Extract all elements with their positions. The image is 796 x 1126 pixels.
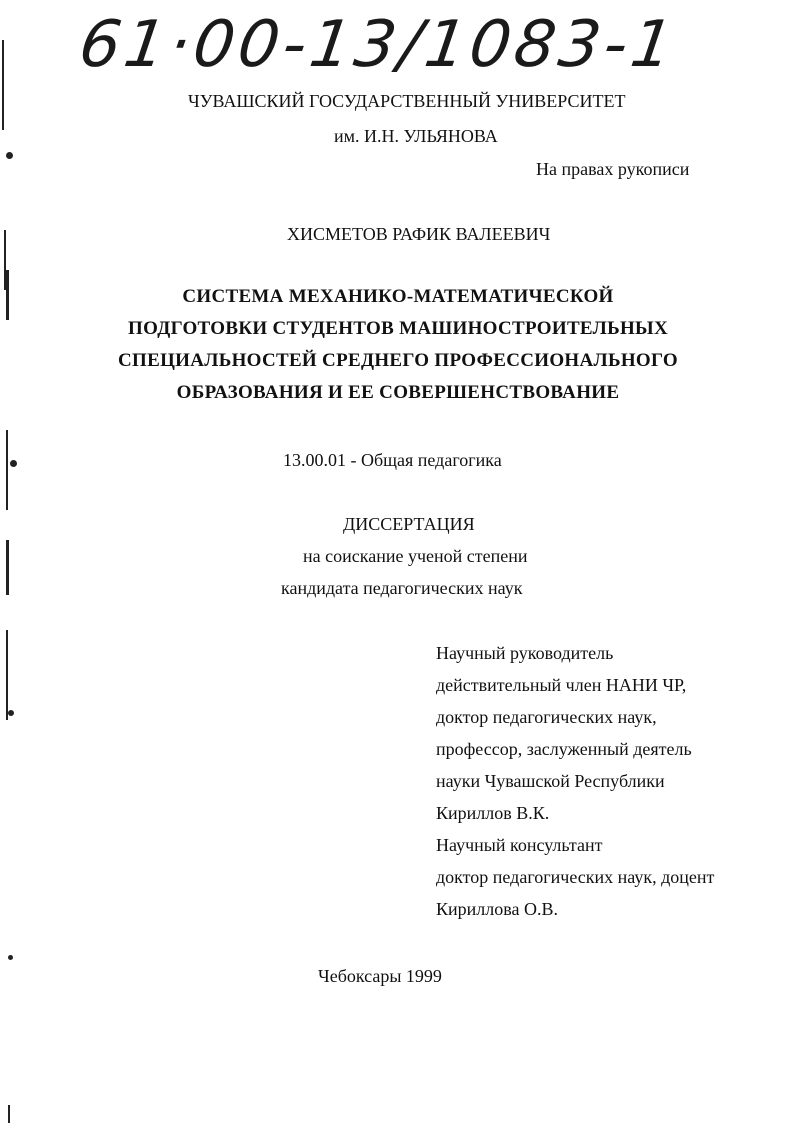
title-line: СПЕЦИАЛЬНОСТЕЙ СРЕДНЕГО ПРОФЕССИОНАЛЬНОГО	[118, 350, 678, 371]
punch-hole-mark	[8, 710, 14, 716]
punch-hole-mark	[8, 955, 13, 960]
author-name: ХИСМЕТОВ РАФИК ВАЛЕЕВИЧ	[287, 224, 551, 244]
title-line: ОБРАЗОВАНИЯ И ЕЕ СОВЕРШЕНСТВОВАНИЕ	[176, 382, 620, 403]
advisor-line: Кириллов В.К.	[436, 803, 550, 823]
city-year: Чебоксары 1999	[318, 966, 442, 986]
scan-mark	[8, 1105, 10, 1123]
punch-hole-mark	[6, 152, 13, 159]
specialty: 13.00.01 - Общая педагогика	[283, 450, 502, 470]
scan-mark	[6, 630, 8, 720]
archive-number: 61·00-13/1083-1	[74, 8, 682, 82]
advisor-line: профессор, заслуженный деятель	[436, 739, 692, 759]
advisor-line: Научный руководитель	[436, 643, 614, 663]
title-line: СИСТЕМА МЕХАНИКО-МАТЕМАТИЧЕСКОЙ	[182, 286, 614, 307]
degree-line: на соискание ученой степени	[303, 546, 528, 566]
advisor-line: действительный член НАНИ ЧР,	[436, 675, 687, 695]
university-named-after: им. И.Н. УЛЬЯНОВА	[334, 126, 498, 146]
manuscript-rights: На правах рукописи	[536, 159, 690, 179]
title-line: ПОДГОТОВКИ СТУДЕНТОВ МАШИНОСТРОИТЕЛЬНЫХ	[127, 318, 669, 339]
degree-line: кандидата педагогических наук	[281, 578, 523, 598]
advisor-line: доктор педагогических наук, доцент	[436, 867, 715, 887]
advisor-line: науки Чувашской Республики	[436, 771, 665, 791]
work-type: ДИССЕРТАЦИЯ	[343, 514, 475, 534]
punch-hole-mark	[10, 460, 17, 467]
scan-mark	[2, 40, 4, 130]
advisor-line: Научный консультант	[436, 835, 603, 855]
advisor-line: Кириллова О.В.	[436, 899, 558, 919]
university-name: ЧУВАШСКИЙ ГОСУДАРСТВЕННЫЙ УНИВЕРСИТЕТ	[188, 91, 626, 111]
scan-mark	[6, 430, 8, 510]
scan-mark	[6, 540, 9, 595]
advisor-line: доктор педагогических наук,	[436, 707, 657, 727]
